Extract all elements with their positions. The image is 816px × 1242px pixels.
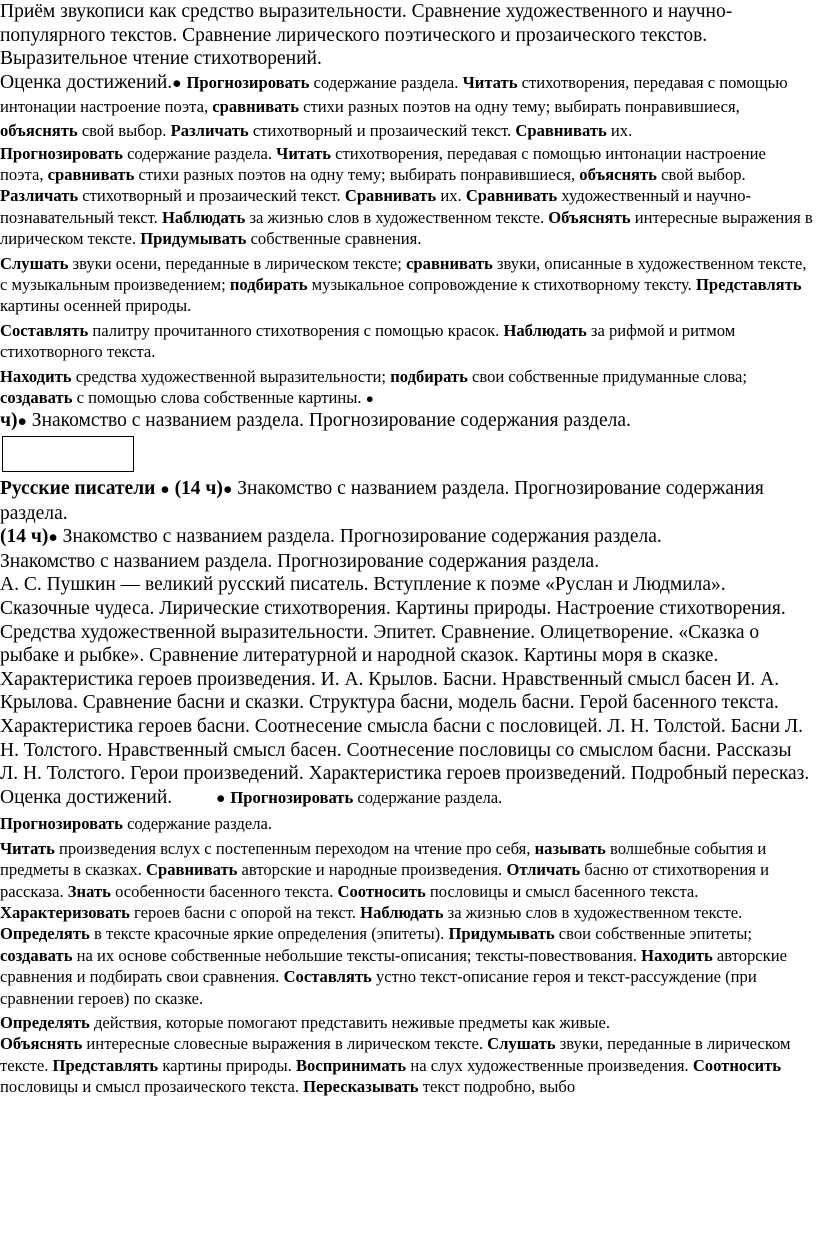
activity-text: средства художественной выразительности; <box>71 366 391 386</box>
activity-verb: Придумывать <box>448 924 555 944</box>
activity-verb: Сравнивать <box>344 186 437 206</box>
activity-text: за жизнью слов в художественном тексте. <box>443 902 743 922</box>
activity-text: картины осенней природы. <box>0 296 192 316</box>
activity-verb: Пересказывать <box>303 1077 419 1097</box>
bullet-icon: ● <box>216 789 226 807</box>
section-hours: (14 ч) <box>169 478 223 500</box>
activity-verb: создавать <box>0 945 73 965</box>
section-body-text: А. С. Пушкин — великий русский писатель. Вступление к поэме «Руслан и Людмила». Сказочные чудеса. Лирические стихотворения. Картины природы. Настроение стихотворения. Средства художественной выразительности. Эпитет. Сравнение. Олицетворение. «Сказка о рыбаке и рыбке». Сравнение литературной и народной сказок. Картины моря в сказке. Характеристика героев произведения. И. А. Крылов. Басни. Нравственный смысл басен И. А. Крылова. Сравнение басни и сказки. Структура басни, модель басни. Герой басенного текста. Характеристика героев басни. Соотнесение смысла басни с пословицей. Л. Н. Толстой. Басни Л. Н. Толстого. Нравственный смысл басен. Соотнесение пословицы со смыслом басни. Рассказы Л. Н. Толстого. Герои произведений. Характеристика героев произведений. Подробный пересказ. <box>0 574 810 785</box>
activities-3 <box>0 253 813 317</box>
activity-verb: Представлять <box>52 1055 159 1075</box>
activity-verb: Находить <box>0 366 72 386</box>
activity-verb: Слушать <box>0 253 69 273</box>
bullet-icon: ● <box>172 74 182 92</box>
assessment-paragraph-2 <box>0 786 813 811</box>
activity-verb: подбирать <box>390 366 468 386</box>
activity-text: содержание раздела. <box>309 72 463 92</box>
activity-text: стихотворный и прозаический текст. <box>78 186 345 206</box>
activity-text: в тексте красочные яркие определения (эпитеты). <box>89 924 449 944</box>
assessment-label-2: Оценка достижений. <box>0 786 173 808</box>
activity-text: авторские и народные произведения. <box>237 860 507 880</box>
activity-text: стихи разных поэтов на одну тему; выбирать понравившиеся, <box>134 164 580 184</box>
activity-verb: Составлять <box>0 320 89 340</box>
activity-text: на слух художественные произведения. <box>406 1055 693 1075</box>
activity-text: за жизнью слов в художественном тексте. <box>245 207 549 227</box>
activity-text: произведения вслух с постепенным переходом на чтение про себя, <box>54 838 535 858</box>
activity-verb: Объяснять <box>548 207 631 227</box>
activity-text: звуки, описанные в художественном тексте, с музыкальным произведением; <box>0 253 807 294</box>
activity-text: интересные словесные выражения в лирическом тексте. <box>82 1034 488 1054</box>
activity-text: текст подробно, выбо <box>418 1077 576 1097</box>
activity-verb: Наблюдать <box>360 902 444 922</box>
activity-verb: Читать <box>0 838 55 858</box>
activity-verb: сравнивать <box>212 97 299 117</box>
activity-text: героев басни с опорой на текст. <box>129 902 361 922</box>
activity-text: содержание раздела. <box>122 143 277 163</box>
activity-verb: Характеризовать <box>0 902 130 922</box>
section-title: Русские писатели <box>0 478 156 500</box>
activities-4 <box>0 320 813 363</box>
activity-text: волшебные события и предметы в сказках. <box>0 838 767 880</box>
activity-text: свои собственные придуманные слова; <box>467 366 747 386</box>
activity-verb: Читать <box>462 72 518 92</box>
activity-verb: Сравнивать <box>515 120 607 140</box>
activity-text: собственные сравнения. <box>246 229 422 249</box>
activity-text: с помощью слова собственные картины. <box>72 388 366 408</box>
activity-verb: Представлять <box>695 275 802 294</box>
activity-text: звуки осени, переданные в лирическом тексте; <box>68 253 407 273</box>
activities-7 <box>0 838 813 1009</box>
activity-text: стихотворный и прозаический текст. <box>248 120 516 140</box>
activity-verb: сравнивать <box>47 164 135 184</box>
activity-text: устно текст-описание героя и текст-рассуждение (при сравнении героев) по сказке. <box>0 967 757 1008</box>
activity-verb: Объяснять <box>0 1034 83 1054</box>
activity-verb: Отличать <box>506 860 581 880</box>
russian-writers-heading <box>0 477 813 525</box>
activity-text: действия, которые помогают представить неживые предметы как живые. <box>89 1013 611 1032</box>
activity-text: особенности басенного текста. <box>110 881 338 901</box>
activity-verb: Прогнозировать <box>0 143 123 163</box>
activity-verb: Находить <box>641 945 713 965</box>
activity-verb: объяснять <box>0 120 78 140</box>
activity-verb: Воспринимать <box>295 1055 407 1075</box>
intro-line-3 <box>0 550 813 574</box>
bullet-icon: ● <box>222 481 233 499</box>
activity-text: свой выбор. <box>77 120 171 140</box>
activity-verb: Определять <box>0 924 90 944</box>
activity-verb: Прогнозировать <box>0 814 123 834</box>
activity-verb: Читать <box>276 143 332 163</box>
activity-text: свой выбор. <box>656 164 746 184</box>
activity-verb: Наблюдать <box>161 207 246 227</box>
activity-text: содержание раздела. <box>122 814 272 834</box>
activities-9 <box>0 1033 813 1097</box>
section-body <box>0 573 813 785</box>
activity-text: свои собственные эпитеты; <box>554 924 752 944</box>
hours-line <box>0 525 813 550</box>
activity-verb: называть <box>534 838 606 858</box>
activity-verb: Прогнозировать <box>186 72 310 92</box>
activity-text: басню от стихотворения и рассказа. <box>0 860 769 901</box>
empty-table-cell <box>2 436 134 472</box>
activity-text: картины природы. <box>158 1055 296 1075</box>
activity-text: их. <box>436 186 466 206</box>
activity-text: звуки, переданные в лирическом тексте. <box>0 1034 791 1075</box>
activity-verb: объяснять <box>579 164 657 184</box>
activity-text: стихи разных поэтов на одну тему; выбирать понравившиеся, <box>298 97 740 117</box>
activity-text: интересные выражения в лирическом тексте. <box>0 207 813 249</box>
activity-text: на их основе собственные небольшие тексты-описания; тексты-повествования. <box>72 945 642 965</box>
bullet-icon: ● <box>17 413 27 431</box>
activity-verb: Составлять <box>283 967 372 987</box>
activities-8 <box>0 1012 813 1033</box>
intro-text: Приём звукописи как средство выразительности. Сравнение художественного и научно-популярного текстов. Сравнение лирического поэтического и прозаического текстов. Выразительное чтение стихотворений. <box>0 1 733 70</box>
activities-6 <box>0 813 813 834</box>
activity-verb: Наблюдать <box>503 320 587 340</box>
bullet-icon: ● <box>48 529 58 547</box>
activity-text: за рифмой и ритмом стихотворного текста. <box>0 320 736 362</box>
activity-text: авторские сравнения и подбирать свои сравнения. <box>0 945 787 987</box>
activity-verb: Придумывать <box>140 229 247 249</box>
fragment-line <box>0 409 813 434</box>
activities-5 <box>0 366 813 410</box>
activity-text: их. <box>606 120 633 140</box>
activity-text: художественный и научно-познавательный текст. <box>0 186 752 227</box>
activity-verb: Различать <box>0 186 79 206</box>
activity-text: стихотворения, передавая с помощью интонации настроение поэта, <box>0 72 788 117</box>
activity-verb: создавать <box>0 388 73 408</box>
section-intro-2: Знакомство с названием раздела. Прогнозирование содержания раздела. <box>57 526 662 548</box>
activity-verb: Сравнивать <box>465 186 558 206</box>
activity-text: музыкальное сопровождение к стихотворному тексту. <box>307 275 696 294</box>
activity-verb: Сравнивать <box>146 860 238 880</box>
activity-verb: Слушать <box>487 1034 556 1054</box>
assessment-paragraph <box>0 71 813 143</box>
activity-verb: Различать <box>170 120 249 140</box>
activity-verb: Соотносить <box>337 881 426 901</box>
section-intro: Знакомство с названием раздела. Прогнозирование содержания раздела. <box>0 478 764 524</box>
section-hours-2: (14 ч) <box>0 526 49 548</box>
section-intro-paragraph <box>0 0 813 71</box>
fragment-text: Знакомство с названием раздела. Прогнозирование содержания раздела. <box>26 410 631 432</box>
fragment-prefix: ч) <box>0 410 18 432</box>
section-intro-3: Знакомство с названием раздела. Прогнозирование содержания раздела. <box>0 550 600 572</box>
activity-verb: Соотносить <box>692 1055 782 1075</box>
activities-2 <box>0 143 813 250</box>
activity-verb: сравнивать <box>406 253 493 273</box>
activity-verb: подбирать <box>229 275 308 294</box>
activity-text: палитру прочитанного стихотворения с помощью красок. <box>88 320 504 340</box>
activity-verb: Определять <box>0 1013 90 1032</box>
bullet-icon: ● <box>160 481 170 499</box>
assessment-verb-2: Прогнозировать <box>230 787 354 807</box>
bullet-icon: ● <box>365 391 374 407</box>
activity-verb: Знать <box>67 881 111 901</box>
activity-text: пословицы и смысл басенного текста. <box>425 881 699 901</box>
activity-text: пословицы и смысл прозаического текста. <box>0 1077 304 1097</box>
assessment-rest-2: содержание раздела. <box>353 787 503 807</box>
assessment-label: Оценка достижений. <box>0 71 173 93</box>
activity-text: стихотворения, передавая с помощью интонации настроение поэта, <box>0 143 766 184</box>
